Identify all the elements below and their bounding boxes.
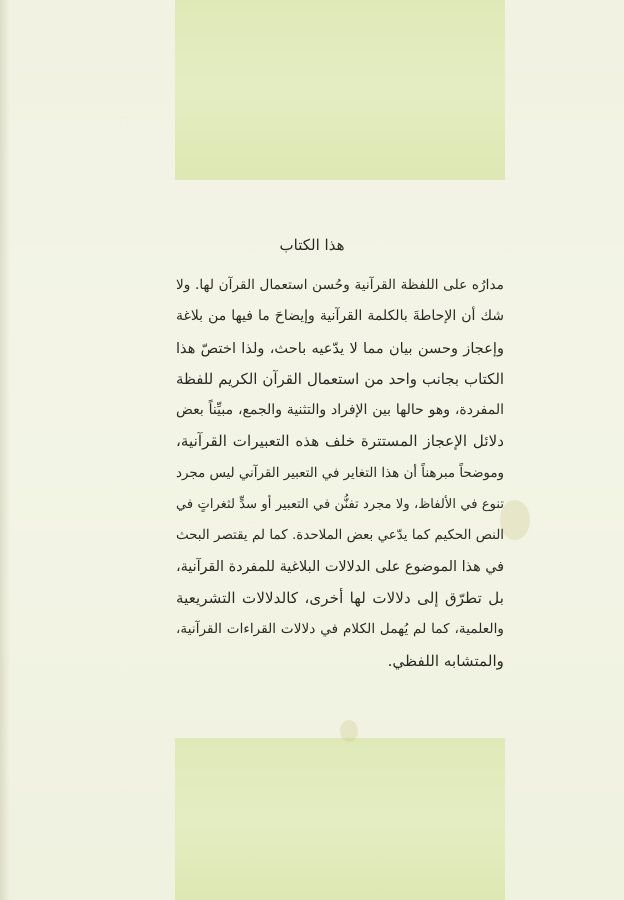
text-line: مدارُه على اللفظة القرآنية وحُسن استعمال القرآن لها. ولا (176, 277, 504, 293)
text-line: والعلمية، كما لم يُهمل الكلام في دلالات القراءات القرآنية، (176, 621, 504, 638)
text-line: والمتشابه اللفظي. (387, 651, 504, 670)
text-line: شك أن الإحاطةَ بالكلمة القرآنية وإيضاحَ ما فيها من بلاغة (176, 308, 504, 325)
section-heading: هذا الكتاب (279, 236, 345, 254)
text-line: تنوع في الألفاظ، ولا مجرد تفنُّن في التعبير أو سدٍّ لثغراتٍ في (176, 497, 504, 513)
spine-shadow (0, 0, 10, 900)
bottom-decorative-band (175, 738, 505, 900)
text-line: دلائل الإعجاز المستترة خلف هذه التعبيرات القرآنية، (176, 432, 504, 451)
text-line: بل تطرّق إلى دلالات لها أخرى، كالدلالات التشريعية (176, 588, 504, 607)
text-line: وإعجاز وحسن بيان مما لا يدّعيه باحث، ولذا اختصّ هذا (176, 339, 504, 357)
text-line: وموضحاً مبرهناً أن هذا التغاير في التعبير القرآني ليس مجرد (176, 465, 504, 481)
paper-stain (340, 720, 358, 742)
text-line: النص الحكيم كما يدّعي بعض الملاحدة. كما لم يقتصر البحث (176, 528, 504, 544)
text-line: المفردة، وهو حالها بين الإفراد والتثنية والجمع، مبيِّناً بعض (176, 402, 504, 419)
top-decorative-band (175, 0, 505, 180)
text-line: في هذا الموضوع على الدلالات البلاغية للمفردة القرآنية، (176, 558, 504, 575)
text-line: الكتاب بجانب واحد من استعمال القرآن الكريم للفظة (176, 369, 504, 388)
description-paragraph (176, 270, 504, 677)
paper-stain (500, 500, 530, 540)
